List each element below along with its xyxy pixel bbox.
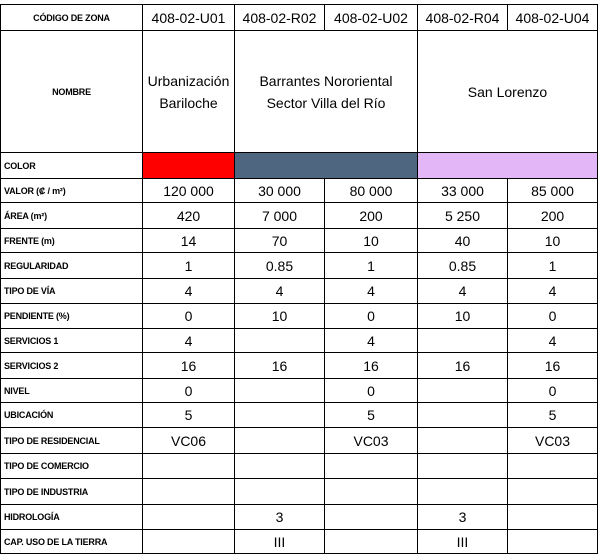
- table-cell: VC06: [143, 428, 235, 454]
- zone-name-row: [1, 31, 598, 153]
- table-cell: [143, 454, 235, 479]
- table-cell: [508, 505, 598, 530]
- table-cell: [235, 403, 325, 428]
- table-cell: 0.85: [235, 253, 325, 279]
- table-cell: [418, 428, 508, 454]
- row-label: REGULARIDAD: [1, 253, 143, 279]
- table-cell: [508, 530, 598, 554]
- table-row: [1, 530, 598, 554]
- table-cell: 16: [418, 353, 508, 379]
- table-cell: [508, 479, 598, 505]
- table-cell: 4: [235, 279, 325, 304]
- table-cell: VC03: [325, 428, 418, 454]
- table-cell: [508, 454, 598, 479]
- table-cell: 16: [508, 353, 598, 379]
- table-cell: 5: [508, 403, 598, 428]
- table-cell: 5: [325, 403, 418, 428]
- row-label: FRENTE (m): [1, 229, 143, 253]
- row-label: TIPO DE INDUSTRIA: [1, 479, 143, 505]
- table-cell: 1: [143, 253, 235, 279]
- table-cell: [325, 454, 418, 479]
- table-cell: [235, 329, 325, 353]
- table-row: [1, 279, 598, 304]
- table-row: [1, 304, 598, 329]
- row-label: ÁREA (m²): [1, 203, 143, 229]
- table-row: [1, 203, 598, 229]
- table-cell: 0: [325, 379, 418, 403]
- table-cell: 33 000: [418, 179, 508, 203]
- table-cell: 0: [508, 304, 598, 329]
- zone-code: 408-02-R04: [418, 5, 508, 31]
- zone-valuation-table: [0, 4, 598, 554]
- table-cell: 4: [508, 279, 598, 304]
- zone-code: 408-02-U04: [508, 5, 598, 31]
- zone-name-bariloche: Urbanización Bariloche: [143, 31, 235, 153]
- table-row: [1, 454, 598, 479]
- table-cell: 0: [508, 379, 598, 403]
- table-cell: [143, 479, 235, 505]
- table-cell: III: [235, 530, 325, 554]
- row-label: CAP. USO DE LA TIERRA: [1, 530, 143, 554]
- table-cell: 4: [143, 329, 235, 353]
- table-cell: 16: [235, 353, 325, 379]
- table-cell: 4: [325, 279, 418, 304]
- table-cell: 10: [235, 304, 325, 329]
- table-cell: 70: [235, 229, 325, 253]
- zone-name-label: NOMBRE: [1, 31, 143, 153]
- table-cell: 4: [325, 329, 418, 353]
- row-label: UBICACIÓN: [1, 403, 143, 428]
- zone-name-villa-del-rio: Barrantes Nororiental Sector Villa del Río: [235, 31, 418, 153]
- table-row: [1, 329, 598, 353]
- row-label: HIDROLOGÍA: [1, 505, 143, 530]
- table-cell: 0: [325, 304, 418, 329]
- table-cell: [418, 454, 508, 479]
- table-cell: 200: [508, 203, 598, 229]
- table-cell: 1: [508, 253, 598, 279]
- table-cell: 0.85: [418, 253, 508, 279]
- row-label: TIPO DE COMERCIO: [1, 454, 143, 479]
- table-cell: 420: [143, 203, 235, 229]
- table-cell: [325, 505, 418, 530]
- table-cell: 85 000: [508, 179, 598, 203]
- zone-code: 408-02-R02: [235, 5, 325, 31]
- table-row: [1, 428, 598, 454]
- color-swatch-bariloche: [143, 153, 235, 179]
- table-cell: 16: [325, 353, 418, 379]
- zone-code-row: [1, 5, 598, 31]
- table-cell: 5: [143, 403, 235, 428]
- table-cell: [235, 479, 325, 505]
- table-cell: 80 000: [325, 179, 418, 203]
- zone-name-san-lorenzo: San Lorenzo: [418, 31, 598, 153]
- table-cell: VC03: [508, 428, 598, 454]
- table-cell: [418, 329, 508, 353]
- table-row: [1, 353, 598, 379]
- table-cell: [235, 454, 325, 479]
- table-cell: 7 000: [235, 203, 325, 229]
- row-label: NIVEL: [1, 379, 143, 403]
- table-cell: [143, 530, 235, 554]
- table-row: [1, 505, 598, 530]
- zone-code-label: CÓDIGO DE ZONA: [1, 5, 143, 31]
- table-cell: 3: [418, 505, 508, 530]
- color-swatch-san-lorenzo: [418, 153, 598, 179]
- table-cell: III: [418, 530, 508, 554]
- table-cell: [235, 428, 325, 454]
- color-swatch-villa-del-rio: [235, 153, 418, 179]
- table-cell: 3: [235, 505, 325, 530]
- table-cell: 200: [325, 203, 418, 229]
- zone-code: 408-02-U01: [143, 5, 235, 31]
- table-cell: [235, 379, 325, 403]
- table-cell: 4: [508, 329, 598, 353]
- table-cell: 0: [143, 304, 235, 329]
- table-cell: 5 250: [418, 203, 508, 229]
- row-label: VALOR (₡ / m²): [1, 179, 143, 203]
- table-row: [1, 379, 598, 403]
- zone-color-label: COLOR: [1, 153, 143, 179]
- zone-code: 408-02-U02: [325, 5, 418, 31]
- row-label: SERVICIOS 1: [1, 329, 143, 353]
- table-cell: 40: [418, 229, 508, 253]
- table-cell: [418, 479, 508, 505]
- table-cell: 10: [325, 229, 418, 253]
- table-cell: [418, 379, 508, 403]
- table-cell: 4: [143, 279, 235, 304]
- table-cell: [325, 479, 418, 505]
- table-row: [1, 479, 598, 505]
- table-row: [1, 179, 598, 203]
- table-cell: 1: [325, 253, 418, 279]
- table-cell: 30 000: [235, 179, 325, 203]
- table-cell: [143, 505, 235, 530]
- row-label: TIPO DE RESIDENCIAL: [1, 428, 143, 454]
- table-cell: 16: [143, 353, 235, 379]
- table-cell: 10: [508, 229, 598, 253]
- table-cell: 120 000: [143, 179, 235, 203]
- table-cell: 14: [143, 229, 235, 253]
- row-label: PENDIENTE (%): [1, 304, 143, 329]
- table-cell: 10: [418, 304, 508, 329]
- table-cell: 4: [418, 279, 508, 304]
- table-cell: [418, 403, 508, 428]
- table-row: [1, 229, 598, 253]
- table-cell: 0: [143, 379, 235, 403]
- row-label: TIPO DE VÍA: [1, 279, 143, 304]
- table-row: [1, 403, 598, 428]
- table-row: [1, 253, 598, 279]
- zone-color-row: [1, 153, 598, 179]
- table-cell: [325, 530, 418, 554]
- row-label: SERVICIOS 2: [1, 353, 143, 379]
